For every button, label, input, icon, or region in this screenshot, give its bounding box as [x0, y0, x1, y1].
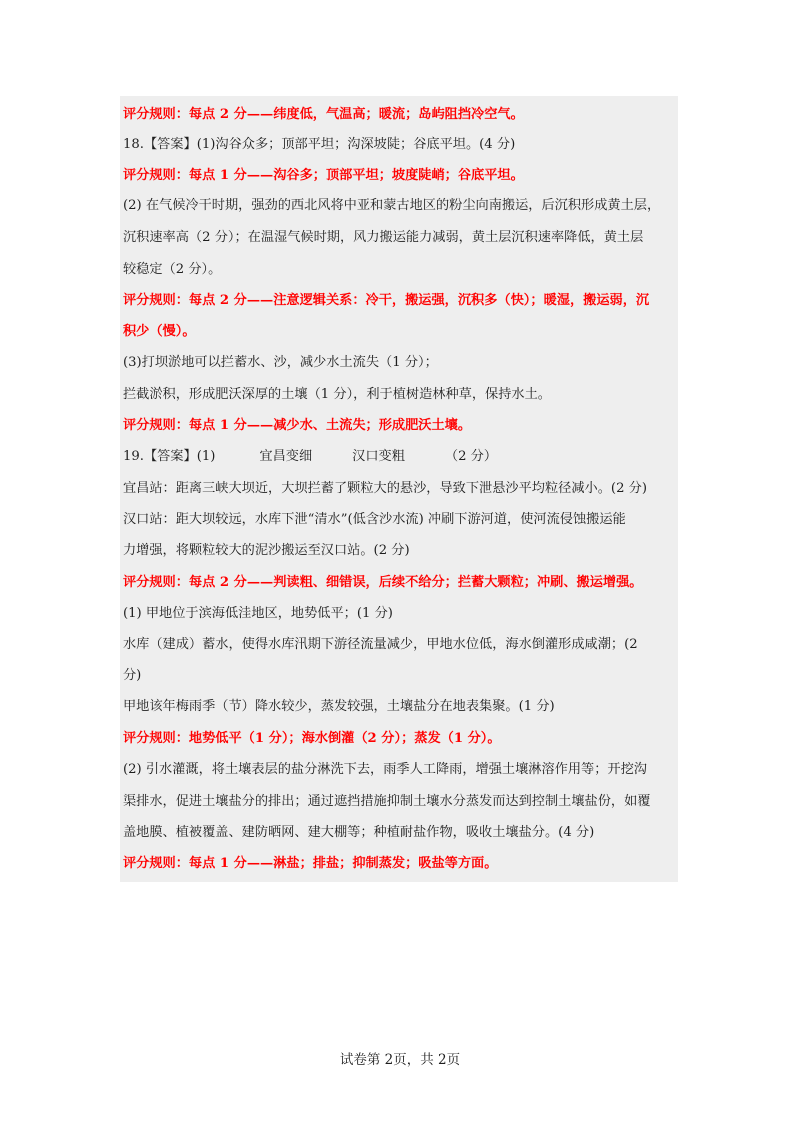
answer-19-part-yichang: 宜昌变细: [259, 449, 313, 464]
scoring-rule-line: 评分规则：每点 2 分——注意逻辑关系：冷干，搬运强，沉积多（快）；暖湿，搬运弱，沉: [123, 293, 650, 308]
scoring-rule-line: 评分规则：每点 1 分——淋盐；排盐；抑制蒸发；吸盐等方面。: [123, 856, 498, 871]
answer-line: 汉口站：距大坝较远，水库下泄“清水”(低含沙水流) 冲刷下游河道，使河流侵蚀搬运能: [123, 512, 626, 527]
answer-line: 分): [123, 668, 142, 683]
answer-line: 水库（建成）蓄水，使得水库汛期下游径流量减少，甲地水位低，海水倒灌形成咸潮；(2: [123, 637, 638, 652]
answer-line: 沉积速率高（2 分）；在温湿气候时期，风力搬运能力减弱，黄土层沉积速率降低，黄土层: [123, 230, 644, 245]
answer-line: 较稳定（2 分）。: [123, 262, 222, 277]
scoring-rule-line: 评分规则：地势低平（1 分）；海水倒灌（2 分）；蒸发（1 分）。: [123, 731, 501, 746]
answer-18-header: 18.【答案】(1)沟谷众多；顶部平坦；沟深坡陡；谷底平坦。(4 分): [123, 137, 516, 152]
answer-line: (2) 引水灌溉，将土壤表层的盐分淋洗下去，雨季人工降雨，增强土壤淋溶作用等；开挖沟: [123, 762, 647, 777]
page-footer: 试卷第 2页，共 2页: [339, 1052, 461, 1068]
scoring-rule-line: 评分规则：每点 2 分——判读粗、细错误，后续不给分；拦蓄大颗粒；冲刷、搬运增强。: [123, 575, 643, 590]
answer-line: 拦截淤积，形成肥沃深厚的土壤（1 分），利于植树造林种草，保持水土。: [123, 387, 551, 402]
answer-line: 渠排水，促进土壤盐分的排出；通过遮挡措施抑制土壤水分蒸发而达到控制土壤盐份，如覆: [123, 794, 651, 809]
scoring-rule-line: 积少（慢）。: [123, 324, 196, 339]
answer-line: 甲地该年梅雨季（节）降水较少，蒸发较强，土壤盐分在地表集聚。(1 分): [123, 699, 555, 714]
answer-line: 宜昌站：距离三峡大坝近，大坝拦蓄了颗粒大的悬沙，导致下泄悬沙平均粒径减小。(2 分): [123, 481, 647, 496]
scoring-rule-line: 评分规则：每点 2 分——纬度低，气温高；暖流；岛屿阻挡冷空气。: [123, 107, 524, 122]
answer-line: (3)打坝淤地可以拦蓄水、沙，减少水土流失（1 分）；: [123, 355, 438, 370]
scoring-rule-line: 评分规则：每点 1 分——沟谷多；顶部平坦；坡度陡峭；谷底平坦。: [123, 168, 524, 183]
answer-content-block: [120, 96, 678, 882]
answer-19-label: 19.【答案】(1): [123, 449, 216, 464]
answer-line: (2) 在气候冷干时期，强劲的西北风将中亚和蒙古地区的粉尘向南搬运，后沉积形成黄土层，: [123, 198, 661, 213]
answer-line: 力增强，将颗粒较大的泥沙搬运至汉口站。(2 分): [123, 543, 410, 558]
answer-19-header: [123, 448, 677, 466]
answer-19-part-hankou: 汉口变粗: [352, 449, 405, 464]
answer-19-part-score: （2 分）: [444, 449, 498, 464]
answer-line: (1) 甲地位于滨海低洼地区，地势低平；(1 分): [123, 606, 393, 621]
scoring-rule-line: 评分规则：每点 1 分——减少水、土流失；形成肥沃土壤。: [123, 418, 472, 433]
answer-line: 盖地膜、植被覆盖、建防晒网、建大棚等；种植耐盐作物，吸收土壤盐分。(4 分): [123, 825, 595, 840]
